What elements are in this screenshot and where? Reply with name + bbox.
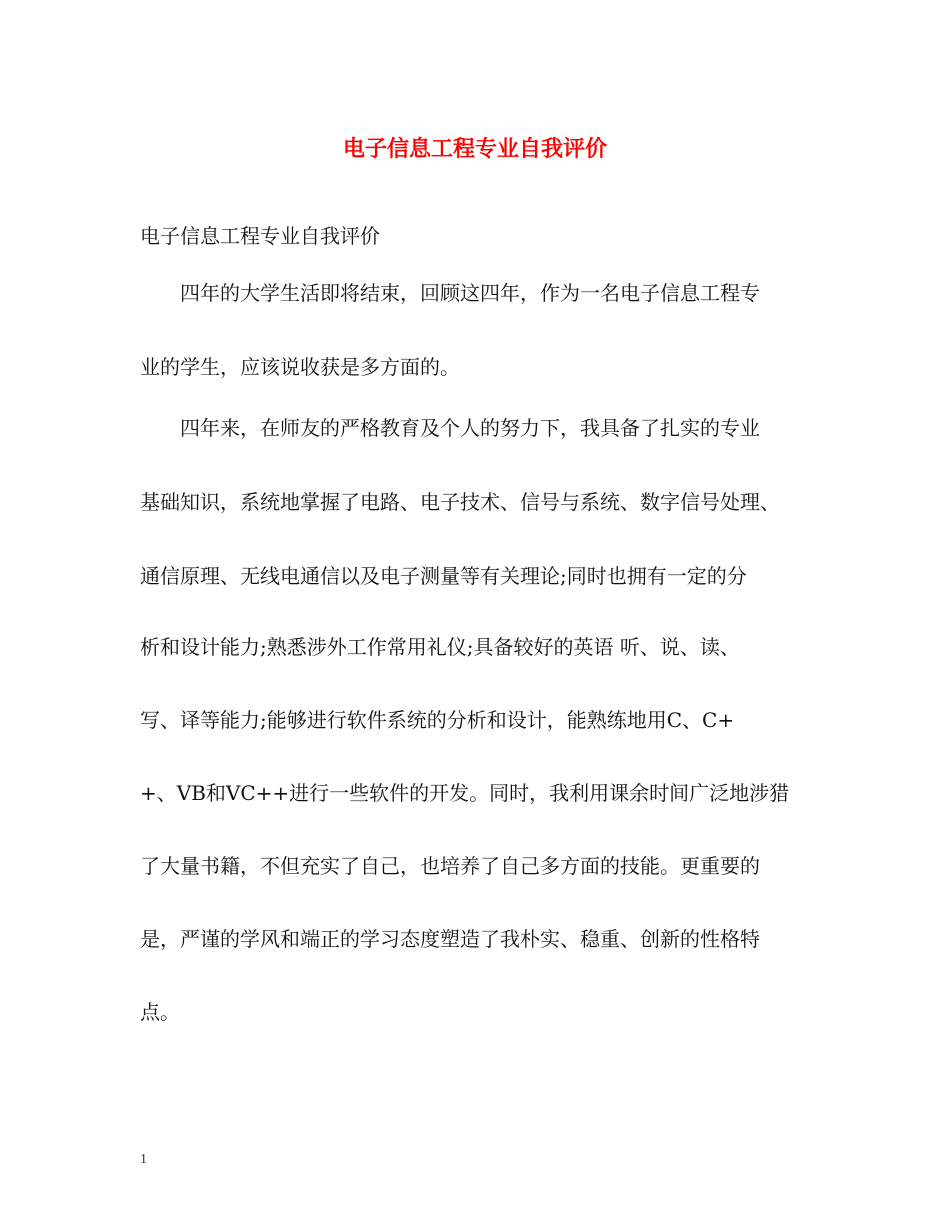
body-line-2: 业的学生，应该说收获是多方面的。 (140, 355, 460, 379)
body-line-4: 基础知识，系统地掌握了电路、电子技术、信号与系统、数字信号处理、 (140, 490, 780, 514)
body-line-10: 是，严谨的学风和端正的学习态度塑造了我朴实、稳重、创新的性格特 (140, 927, 760, 951)
body-line-8: +、VB和VC++进行一些软件的开发。同时，我利用课余时间广泛地涉猎 (140, 781, 790, 805)
body-line-5: 通信原理、无线电通信以及电子测量等有关理论;同时也拥有一定的分 (140, 564, 747, 588)
page-number: 1 (140, 1152, 147, 1167)
body-line-3: 四年来，在师友的严格教育及个人的努力下，我具备了扎实的专业 (140, 416, 760, 440)
body-line-11: 点。 (140, 1000, 180, 1024)
document-title: 电子信息工程专业自我评价 (342, 136, 607, 162)
body-line-7: 写、译等能力;能够进行软件系统的分析和设计，能熟练地用C、C+ (140, 708, 735, 732)
body-line-9: 了大量书籍，不但充实了自己，也培养了自己多方面的技能。更重要的 (140, 854, 760, 878)
body-line-1: 四年的大学生活即将结束，回顾这四年，作为一名电子信息工程专 (140, 281, 760, 305)
document-subtitle: 电子信息工程专业自我评价 (140, 224, 380, 248)
body-line-6: 析和设计能力;熟悉涉外工作常用礼仪;具备较好的英语 听、说、读、 (140, 635, 740, 659)
